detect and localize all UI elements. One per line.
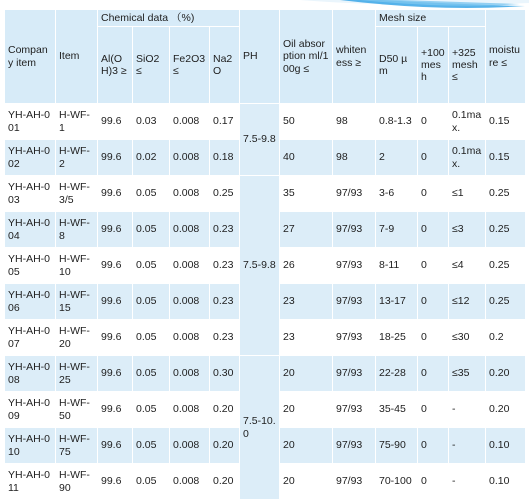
- cell-al: 99.6: [98, 104, 133, 140]
- cell-fe2o3: 0.008: [170, 248, 210, 284]
- cell-al: 99.6: [98, 464, 133, 500]
- cell-item: H-WF-8: [56, 212, 98, 248]
- table-row: [5, 176, 526, 212]
- table-row: [5, 356, 526, 392]
- cell-fe2o3: 0.008: [170, 428, 210, 464]
- cell-sio2: 0.03: [133, 104, 170, 140]
- cell-d50: 75-90: [376, 428, 418, 464]
- cell-al: 99.6: [98, 212, 133, 248]
- cell-d50: 70-100: [376, 464, 418, 500]
- header-company-item: Company item: [5, 10, 56, 104]
- cell-whiteness: 97/93: [333, 284, 376, 320]
- cell-m100: 0: [418, 284, 449, 320]
- cell-company: YH-AH-009: [5, 392, 56, 428]
- cell-sio2: 0.05: [133, 428, 170, 464]
- cell-item: H-WF-15: [56, 284, 98, 320]
- cell-sio2: 0.05: [133, 176, 170, 212]
- cell-oil: 20: [280, 392, 333, 428]
- cell-m325: ≤35: [449, 356, 486, 392]
- cell-sio2: 0.05: [133, 464, 170, 500]
- cell-item: H-WF-90: [56, 464, 98, 500]
- cell-oil: 20: [280, 356, 333, 392]
- header-item: Item: [56, 10, 98, 104]
- cell-m325: -: [449, 428, 486, 464]
- cell-whiteness: 97/93: [333, 212, 376, 248]
- cell-moisture: 0.20: [486, 356, 526, 392]
- cell-d50: 7-9: [376, 212, 418, 248]
- cell-sio2: 0.05: [133, 212, 170, 248]
- cell-m325: 0.1max.: [449, 140, 486, 176]
- cell-m100: 0: [418, 176, 449, 212]
- cell-whiteness: 97/93: [333, 392, 376, 428]
- cell-moisture: 0.10: [486, 428, 526, 464]
- header-oil-absorption: Oil absorption ml/100g ≤: [280, 10, 333, 104]
- cell-m325: -: [449, 464, 486, 500]
- cell-item: H-WF-2: [56, 140, 98, 176]
- cell-oil: 20: [280, 428, 333, 464]
- cell-company: YH-AH-002: [5, 140, 56, 176]
- cell-sio2: 0.05: [133, 392, 170, 428]
- cell-moisture: 0.25: [486, 212, 526, 248]
- cell-company: YH-AH-011: [5, 464, 56, 500]
- cell-oil: 40: [280, 140, 333, 176]
- cell-fe2o3: 0.008: [170, 464, 210, 500]
- cell-m325: ≤12: [449, 284, 486, 320]
- cell-na2o: 0.25: [210, 176, 240, 212]
- cell-item: H-WF-3/5: [56, 176, 98, 212]
- cell-oil: 23: [280, 320, 333, 356]
- cell-moisture: 0.25: [486, 176, 526, 212]
- cell-whiteness: 97/93: [333, 320, 376, 356]
- cell-company: YH-AH-005: [5, 248, 56, 284]
- cell-al: 99.6: [98, 392, 133, 428]
- cell-fe2o3: 0.008: [170, 104, 210, 140]
- cell-sio2: 0.05: [133, 248, 170, 284]
- cell-fe2o3: 0.008: [170, 320, 210, 356]
- cell-d50: 35-45: [376, 392, 418, 428]
- cell-m325: ≤30: [449, 320, 486, 356]
- cell-sio2: 0.05: [133, 320, 170, 356]
- cell-m100: 0: [418, 356, 449, 392]
- cell-whiteness: 98: [333, 104, 376, 140]
- cell-fe2o3: 0.008: [170, 176, 210, 212]
- cell-whiteness: 97/93: [333, 464, 376, 500]
- cell-m100: 0: [418, 464, 449, 500]
- ph-cell: 7.5-10.0: [240, 356, 280, 500]
- cell-item: H-WF-75: [56, 428, 98, 464]
- header-whiteness: whiteness ≥: [333, 10, 376, 104]
- cell-oil: 20: [280, 464, 333, 500]
- cell-whiteness: 97/93: [333, 428, 376, 464]
- cell-m325: 0.1max.: [449, 104, 486, 140]
- header-al-oh3: Al(OH)3 ≥: [98, 27, 133, 104]
- cell-d50: 0.8-1.3: [376, 104, 418, 140]
- cell-al: 99.6: [98, 176, 133, 212]
- cell-na2o: 0.20: [210, 392, 240, 428]
- cell-na2o: 0.23: [210, 248, 240, 284]
- cell-oil: 35: [280, 176, 333, 212]
- cell-al: 99.6: [98, 356, 133, 392]
- cell-d50: 13-17: [376, 284, 418, 320]
- cell-whiteness: 97/93: [333, 176, 376, 212]
- header-chemical-data: Chemical data （%): [98, 10, 240, 27]
- cell-item: H-WF-50: [56, 392, 98, 428]
- ph-cell: 7.5-9.8: [240, 104, 280, 176]
- cell-oil: 27: [280, 212, 333, 248]
- cell-sio2: 0.02: [133, 140, 170, 176]
- header-fe2o3: Fe2O3 ≤: [170, 27, 210, 104]
- cell-moisture: 0.2: [486, 320, 526, 356]
- header-ph: PH: [240, 10, 280, 104]
- cell-company: YH-AH-010: [5, 428, 56, 464]
- cell-d50: 3-6: [376, 176, 418, 212]
- cell-company: YH-AH-001: [5, 104, 56, 140]
- header-moisture: moisture ≤: [486, 10, 526, 104]
- cell-m325: ≤4: [449, 248, 486, 284]
- cell-d50: 22-28: [376, 356, 418, 392]
- cell-m100: 0: [418, 212, 449, 248]
- cell-d50: 8-11: [376, 248, 418, 284]
- cell-m100: 0: [418, 428, 449, 464]
- cell-na2o: 0.30: [210, 356, 240, 392]
- cell-na2o: 0.23: [210, 284, 240, 320]
- header-plus100-mesh: +100 mesh: [418, 27, 449, 104]
- cell-oil: 23: [280, 284, 333, 320]
- cell-item: H-WF-20: [56, 320, 98, 356]
- cell-fe2o3: 0.008: [170, 392, 210, 428]
- cell-oil: 26: [280, 248, 333, 284]
- cell-item: H-WF-1: [56, 104, 98, 140]
- cell-na2o: 0.17: [210, 104, 240, 140]
- cell-m100: 0: [418, 248, 449, 284]
- cell-al: 99.6: [98, 284, 133, 320]
- cell-m100: 0: [418, 392, 449, 428]
- cell-company: YH-AH-003: [5, 176, 56, 212]
- cell-al: 99.6: [98, 320, 133, 356]
- cell-m325: ≤3: [449, 212, 486, 248]
- cell-moisture: 0.25: [486, 284, 526, 320]
- header-mesh-size: Mesh size: [376, 10, 486, 27]
- cell-al: 99.6: [98, 140, 133, 176]
- header-na2o: Na2O: [210, 27, 240, 104]
- cell-fe2o3: 0.008: [170, 356, 210, 392]
- cell-m100: 0: [418, 104, 449, 140]
- cell-m325: -: [449, 392, 486, 428]
- cell-na2o: 0.23: [210, 320, 240, 356]
- cell-d50: 2: [376, 140, 418, 176]
- cell-fe2o3: 0.008: [170, 284, 210, 320]
- header-sio2: SiO2 ≤: [133, 27, 170, 104]
- cell-m325: ≤1: [449, 176, 486, 212]
- cell-fe2o3: 0.008: [170, 140, 210, 176]
- table-row: [5, 104, 526, 140]
- cell-whiteness: 98: [333, 140, 376, 176]
- cell-company: YH-AH-008: [5, 356, 56, 392]
- cell-d50: 18-25: [376, 320, 418, 356]
- cell-item: H-WF-25: [56, 356, 98, 392]
- cell-na2o: 0.18: [210, 140, 240, 176]
- cell-moisture: 0.25: [486, 248, 526, 284]
- cell-item: H-WF-10: [56, 248, 98, 284]
- cell-na2o: 0.20: [210, 464, 240, 500]
- cell-m100: 0: [418, 320, 449, 356]
- cell-m100: 0: [418, 140, 449, 176]
- cell-company: YH-AH-007: [5, 320, 56, 356]
- header-d50: D50 µm: [376, 27, 418, 104]
- cell-al: 99.6: [98, 428, 133, 464]
- cell-whiteness: 97/93: [333, 248, 376, 284]
- cell-moisture: 0.15: [486, 140, 526, 176]
- cell-na2o: 0.20: [210, 428, 240, 464]
- cell-company: YH-AH-006: [5, 284, 56, 320]
- ph-cell: 7.5-9.8: [240, 176, 280, 356]
- cell-oil: 50: [280, 104, 333, 140]
- cell-whiteness: 97/93: [333, 356, 376, 392]
- cell-na2o: 0.23: [210, 212, 240, 248]
- cell-sio2: 0.05: [133, 284, 170, 320]
- cell-moisture: 0.10: [486, 464, 526, 500]
- header-plus325-mesh: +325 mesh ≤: [449, 27, 486, 104]
- cell-moisture: 0.20: [486, 392, 526, 428]
- cell-moisture: 0.15: [486, 104, 526, 140]
- product-spec-table: [4, 9, 526, 500]
- cell-company: YH-AH-004: [5, 212, 56, 248]
- cell-sio2: 0.05: [133, 356, 170, 392]
- cell-al: 99.6: [98, 248, 133, 284]
- cell-fe2o3: 0.008: [170, 212, 210, 248]
